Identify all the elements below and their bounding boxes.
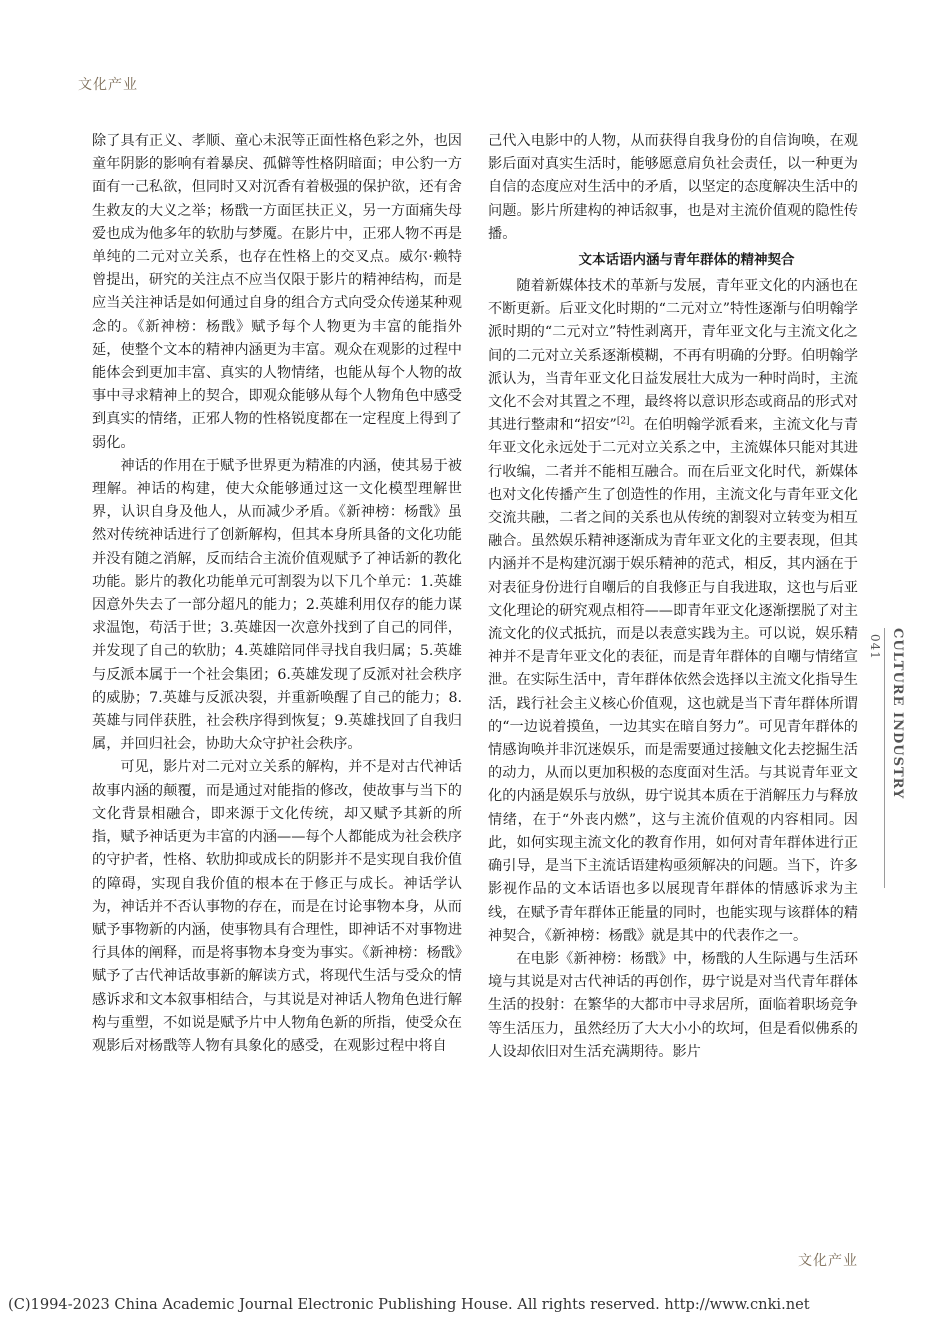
divider bbox=[884, 628, 885, 888]
page-number: 041 bbox=[868, 634, 882, 660]
paragraph bbox=[488, 275, 858, 948]
left-column bbox=[92, 130, 462, 1058]
paragraph: 己代入电影中的人物，从而获得自我身份的自信询唤，在观影后面对真实生活时，能够愿意肩负社会责任，以一种更为自信的态度应对生活中的矛盾，以坚定的态度解决生活中的问题。影片所建构的神话叙事，也是对主流价值观的隐性传播。 bbox=[488, 133, 858, 242]
paragraph: 在电影《新神榜：杨戬》中，杨戬的人生际遇与生活环境与其说是对古代神话的再创作，毋宁说是对当代青年群体生活的投射：在繁华的大都市中寻求居所，面临着职场竞争等生活压力，虽然经历了大大小小的坎坷，但是看似佛系的人设却依旧对生活充满期待。影片 bbox=[488, 950, 858, 1060]
copyright-notice: (C)1994-2023 China Academic Journal Electronic Publishing House. All rights reserved. http://www.cnki.net bbox=[8, 1296, 810, 1313]
journal-title-en: CULTURE INDUSTRY bbox=[890, 628, 905, 800]
running-header: 文化产业 bbox=[78, 77, 138, 93]
paragraph-text: 随着新媒体技术的革新与发展，青年亚文化的内涵也在不断更新。后亚文化时期的“二元对立”特性逐渐与伯明翰学派时期的“二元对立”特性剥离开，青年亚文化与主流文化之间的二元对立关系逐渐模糊，不再有明确的分野。伯明翰学派认为，当青年亚文化日益发展壮大成为一种时尚时，主流文化不会对其置之不理，最终将以意识形态或商品的形式对其进行整肃和“招安” bbox=[488, 278, 858, 434]
citation-ref[interactable]: [2] bbox=[616, 416, 630, 427]
running-footer: 文化产业 bbox=[798, 1253, 858, 1269]
section-heading: 文本话语内涵与青年群体的精神契合 bbox=[578, 252, 795, 269]
paragraph-text: 。在伯明翰学派看来，主流文化与青年亚文化永远处于二元对立关系之中，主流媒体只能对其进行收编，二者并不能相互融合。而在后亚文化时代，新媒体也对文化传播产生了创造性的作用，主流文化与青年亚文化交流共融，二者之间的关系也从传统的割裂对立转变为相互融合。虽然娱乐精神逐渐成为青年亚文化的主要表现，但其内涵并不是构建沉溺于娱乐精神的范式，相反，其内涵在于对表征身份进行自嘲后的自我修正与自我进取，这也与后亚文化理论的研究观点相符——即青年亚文化逐渐摆脱了对主流文化的仪式抵抗，而是以表意实践为主。可以说，娱乐精神并不是青年亚文化的表征，而是青年群体的自嘲与情绪宣泄。在实际生活中，青年群体依然会选择以主流文化指导生活，践行社会主义核心价值观，这也就是当下青年群体所谓的“一边说着摸鱼，一边其实在暗自努力”。可见青年群体的情感询唤并非沉迷娱乐，而是需要通过接触文化去挖掘生活的动力，从而以更加积极的态度面对生活。与其说青年亚文化的内涵是娱乐与放纵，毋宁说其本质在于消解压力与释放情绪，在于“外丧内燃”，这与主流价值观的内容相同。因此，如何实现主流文化的教育作用，如何对青年群体进行正确引导，是当下主流话语建构亟须解决的问题。当下，许多影视作品的文本话语也多以展现青年群体的情感诉求为主线，在赋予青年群体正能量的同时，也能实现与该群体的精神契合，《新神榜：杨戬》就是其中的代表作之一。 bbox=[488, 417, 858, 944]
paragraph: 可见，影片对二元对立关系的解构，并不是对古代神话故事内涵的颠覆，而是通过对能指的修改，使故事与当下的文化背景相融合，即来源于文化传统，却又赋予其新的所指，赋予神话更为丰富的内涵——每个人都能成为社会秩序的守护者，性格、软肋抑或成长的阴影并不是实现自我价值的障碍，实现自我价值的根本在于修正与成长。神话学认为，神话并不否认事物的存在，而是在讨论事物本身，从而赋予事物新的内涵，使事物具有合理性，即神话不对事物进行具体的阐释，而是将事物本身变为事实。《新神榜：杨戬》赋予了古代神话故事新的解读方式，将现代生活与受众的情感诉求和文本叙事相结合，与其说是对神话人物角色进行解构与重塑，不如说是赋予片中人物角色新的所指，使受众在观影后对杨戬等人物有具象化的感受，在观影过程中将自 bbox=[92, 759, 462, 1054]
paragraph: 神话的作用在于赋予世界更为精准的内涵，使其易于被理解。神话的构建，使大众能够通过这一文化模型理解世界，认识自身及他人，从而减少矛盾。《新神榜：杨戬》虽然对传统神话进行了创新解构，但其本身所具备的文化功能并没有随之消解，反而结合主流价值观赋予了神话新的教化功能。影片的教化功能单元可割裂为以下几个单元：1.英雄因意外失去了一部分超凡的能力；2.英雄利用仅存的能力谋求温饱，苟活于世；3.英雄因一次意外找到了自己的同伴，并发现了自己的软肋；4.英雄陪同伴寻找自我归属；5.英雄与反派本属于一个社会集团；6.英雄发现了反派对社会秩序的威胁；7.英雄与反派决裂，并重新唤醒了自己的能力；8.英雄与同伴获胜，社会秩序得到恢复；9.英雄找回了自我归属，并回归社会，协助大众守护社会秩序。 bbox=[92, 457, 462, 753]
right-column bbox=[488, 130, 858, 1064]
side-rail bbox=[870, 628, 906, 888]
paragraph: 除了具有正义、孝顺、童心未泯等正面性格色彩之外，也因童年阴影的影响有着暴戾、孤僻等性格阴暗面；申公豹一方面有一己私欲，但同时又对沉香有着极强的保护欲，还有舍生救友的大义之举；杨戬一方面匡扶正义，另一方面痛失母爱也成为他多年的软肋与梦魇。在影片中，正邪人物不再是单纯的二元对立关系，也存在性格上的交叉点。威尔·赖特曾提出，研究的关注点不应当仅限于影片的精神结构，而是应当关注神话是如何通过自身的组合方式向受众传递某种观念的。《新神榜：杨戬》赋予每个人物更为丰富的能指外延，使整个文本的精神内涵更为丰富。观众在观影的过程中能体会到更加丰富、真实的人物情绪，也能从每个人物的故事中寻求精神上的契合，即观众能够从每个人物角色中感受到真实的情绪，正邪人物的性格锐度都在一定程度上得到了弱化。 bbox=[92, 133, 462, 451]
